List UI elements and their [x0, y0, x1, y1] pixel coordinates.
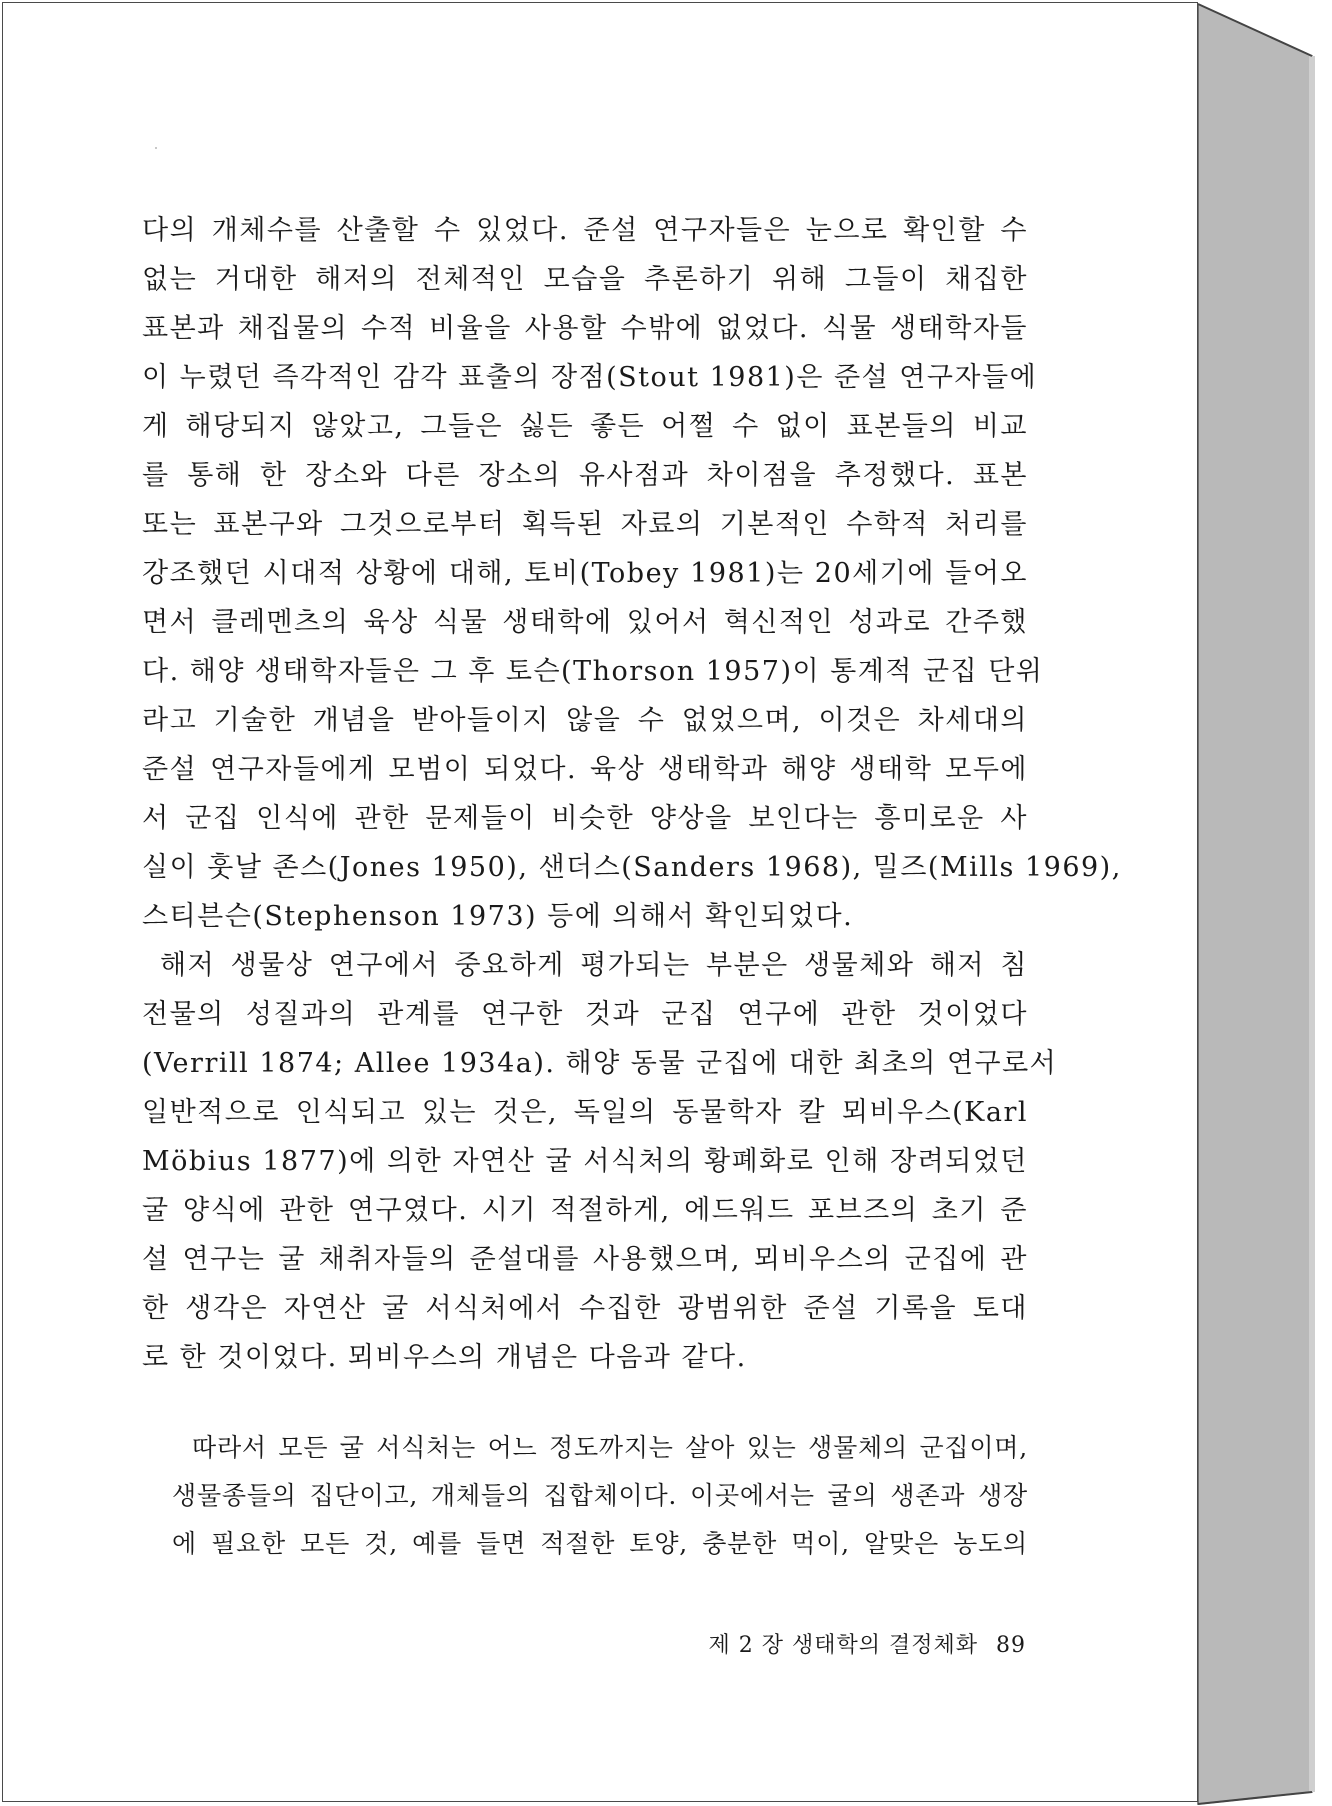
quote-line: 에 필요한 모든 것, 예를 들면 적절한 토양, 충분한 먹이, 알맞은 농도의 [172, 1529, 1028, 1558]
block-quote [172, 1424, 1028, 1568]
body-line: 로 한 것이었다. 뫼비우스의 개념은 다음과 같다. [142, 1342, 747, 1373]
page-number: 89 [996, 1633, 1026, 1658]
quote-line: 따라서 모든 굴 서식처는 어느 정도까지는 살아 있는 생물체의 군집이며, [192, 1433, 1028, 1462]
body-line: 다의 개체수를 산출할 수 있었다. 준설 연구자들은 눈으로 확인할 수 [142, 215, 1028, 246]
body-line: 면서 클레멘츠의 육상 식물 생태학에 있어서 혁신적인 성과로 간주했 [142, 607, 1028, 638]
body-line: 강조했던 시대적 상황에 대해, 토비(Tobey 1981)는 20세기에 들어오 [142, 558, 1028, 589]
body-line: 설 연구는 굴 채취자들의 준설대를 사용했으며, 뫼비우스의 군집에 관 [142, 1244, 1028, 1275]
body-line: 실이 훗날 존스(Jones 1950), 샌더스(Sanders 1968), 밀즈(Mills 1969), [142, 852, 1122, 883]
body-line: 굴 양식에 관한 연구였다. 시기 적절하게, 에드워드 포브즈의 초기 준 [142, 1195, 1028, 1226]
body-line: 없는 거대한 해저의 전체적인 모습을 추론하기 위해 그들이 채집한 [142, 264, 1028, 295]
body-line: 준설 연구자들에게 모범이 되었다. 육상 생태학과 해양 생태학 모두에 [142, 754, 1028, 785]
body-line: 해저 생물상 연구에서 중요하게 평가되는 부분은 생물체와 해저 침 [160, 950, 1028, 981]
body-line: 라고 기술한 개념을 받아들이지 않을 수 없었으며, 이것은 차세대의 [142, 705, 1028, 736]
body-line: (Verrill 1874; Allee 1934a). 해양 동물 군집에 대한 최초의 연구로서 [142, 1048, 1058, 1079]
chapter-title: 제 2 장 생태학의 결정체화 [708, 1633, 978, 1658]
quote-line: 생물종들의 집단이고, 개체들의 집합체이다. 이곳에서는 굴의 생존과 생장 [172, 1481, 1028, 1510]
body-line: 표본과 채집물의 수적 비율을 사용할 수밖에 없었다. 식물 생태학자들 [142, 313, 1028, 344]
body-line: 일반적으로 인식되고 있는 것은, 독일의 동물학자 칼 뫼비우스(Karl [142, 1097, 1028, 1128]
body-line: Möbius 1877)에 의한 자연산 굴 서식처의 황폐화로 인해 장려되었던 [142, 1146, 1028, 1177]
body-line: 전물의 성질과의 관계를 연구한 것과 군집 연구에 관한 것이었다 [142, 999, 1028, 1030]
body-line: 다. 해양 생태학자들은 그 후 토슨(Thorson 1957)이 통계적 군집 단위 [142, 656, 1044, 687]
running-footer [709, 1628, 1027, 1659]
body-line: 이 누렸던 즉각적인 감각 표출의 장점(Stout 1981)은 준설 연구자들에 [142, 362, 1038, 393]
body-line: 게 해당되지 않았고, 그들은 싫든 좋든 어쩔 수 없이 표본들의 비교 [142, 411, 1028, 442]
body-line: 스티븐슨(Stephenson 1973) 등에 의해서 확인되었다. [142, 901, 854, 932]
body-line: 를 통해 한 장소와 다른 장소의 유사점과 차이점을 추정했다. 표본 [142, 460, 1028, 491]
body-line: 한 생각은 자연산 굴 서식처에서 수집한 광범위한 준설 기록을 토대 [142, 1293, 1028, 1324]
scan-speck [155, 147, 157, 149]
body-text [142, 206, 1122, 1382]
body-line: 또는 표본구와 그것으로부터 획득된 자료의 기본적인 수학적 처리를 [142, 509, 1028, 540]
body-line: 서 군집 인식에 관한 문제들이 비슷한 양상을 보인다는 흥미로운 사 [142, 803, 1028, 834]
